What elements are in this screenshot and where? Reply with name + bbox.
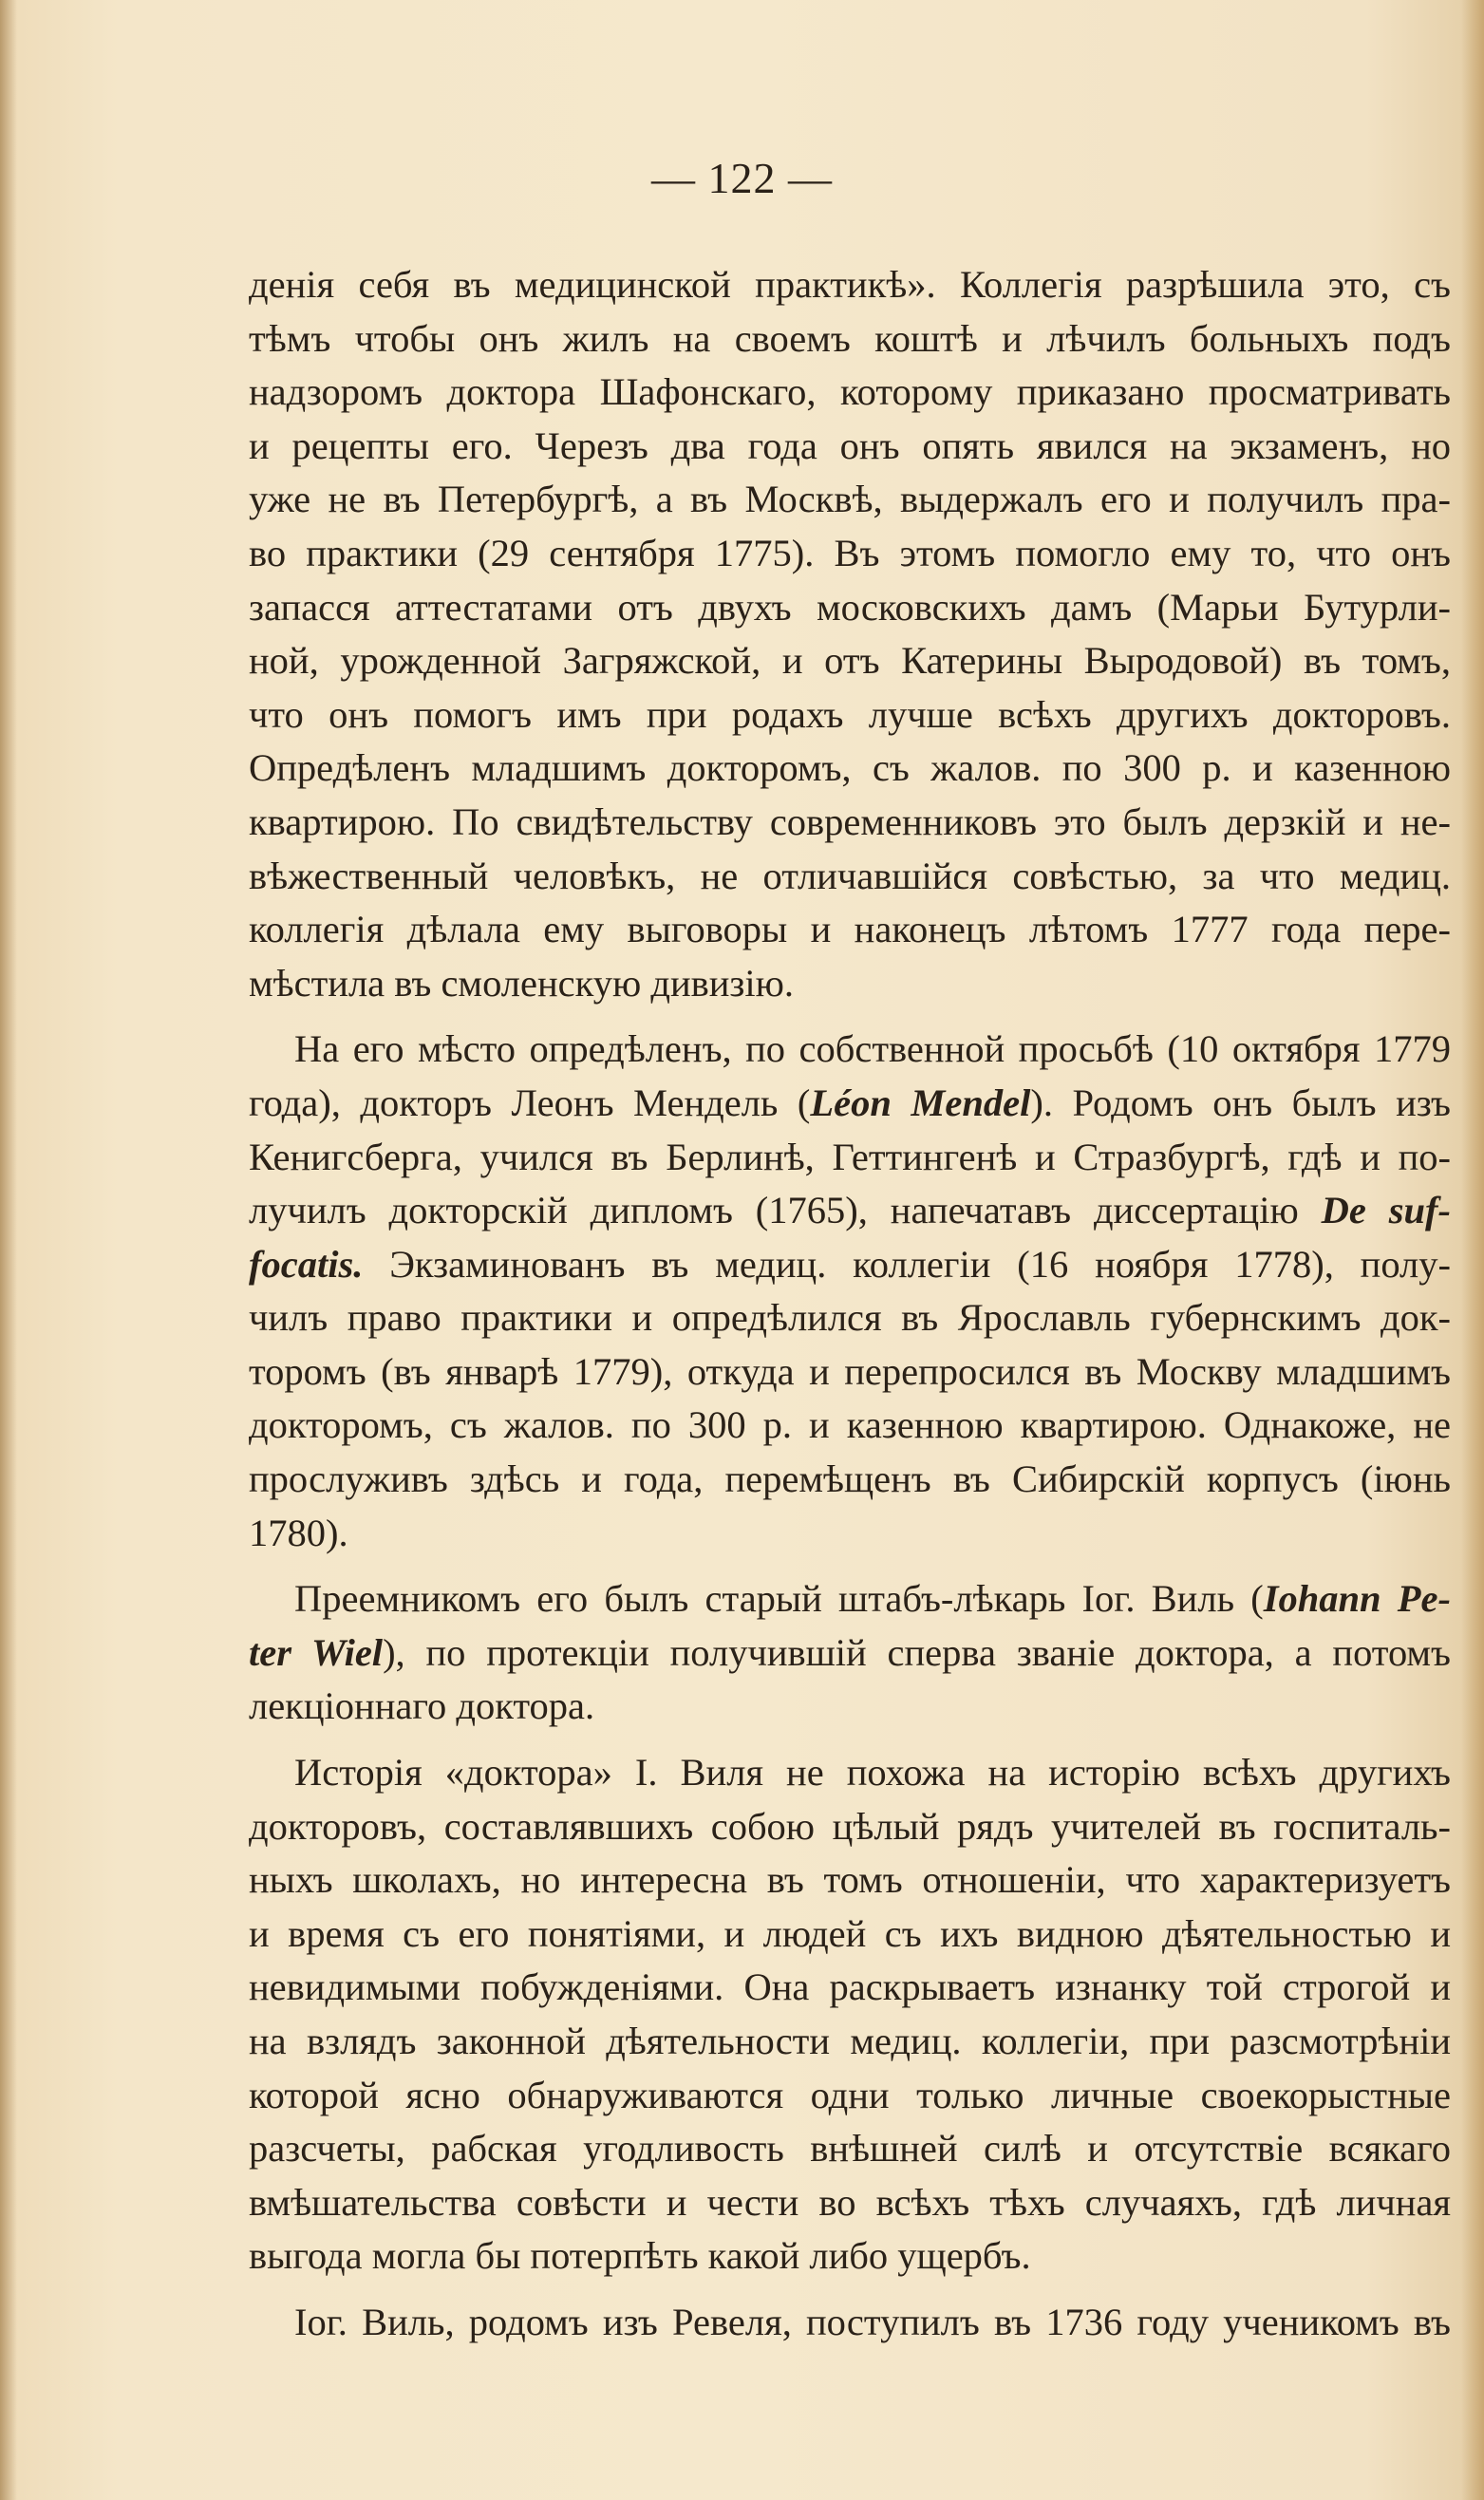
- text-line: Исторія «доктора» І. Виля не похожа на исторію всѣхъ другихъ: [294, 1751, 1451, 1795]
- text-line: на взлядъ законной дѣятельности медиц. коллегіи, при разсмотрѣніи: [249, 2020, 1451, 2062]
- text-line: что онъ помогъ имъ при родахъ лучше всѣхъ другихъ докторовъ.: [249, 692, 1451, 736]
- body-text: [249, 258, 1451, 2350]
- text-line: уже не въ Петербургѣ, а въ Москвѣ, выдержалъ его и получилъ пра-: [249, 478, 1451, 521]
- text-line: [249, 1077, 1451, 1131]
- paragraph: [249, 258, 1451, 1010]
- text-line: тѣмъ чтобы онъ жилъ на своемъ коштѣ и лѣчилъ больныхъ подъ: [249, 316, 1451, 360]
- text-line: надзоромъ доктора Шафонскаго, которому приказано просматривать: [249, 370, 1451, 414]
- text-line: прослуживъ здѣсь и года, перемѣщенъ въ Сибирскій корпусъ (іюнь: [249, 1457, 1451, 1501]
- text-line: выгода могла бы потерпѣть какой либо ущербъ.: [249, 2234, 1031, 2278]
- text-line: и время съ его понятіями, и людей съ ихъ видною дѣятельностью и: [249, 1911, 1451, 1955]
- text-segment: Преемникомъ его былъ старый штабъ-лѣкарь Іог. Виль (: [294, 1577, 1264, 1621]
- text-line: запасся аттестатами отъ двухъ московскихъ дамъ (Марьи Бутурли-: [249, 585, 1451, 629]
- page-edge-right: [1461, 0, 1484, 2500]
- text-line: [249, 1626, 1451, 1681]
- text-segment: ), по протекціи получившій сперва званіе доктора, а потомъ: [383, 1630, 1451, 1674]
- text-line: мѣстила въ смоленскую дивизію.: [249, 961, 795, 1005]
- text-line: вѣжественный человѣкъ, не отличавшійся совѣстью, за что медиц.: [249, 854, 1451, 897]
- text-line: коллегія дѣлала ему выговоры и наконецъ лѣтомъ 1777 года пере-: [249, 908, 1451, 951]
- text-line: [249, 1572, 1451, 1626]
- italic-title: focatis.: [249, 1242, 364, 1286]
- paragraph: [249, 2296, 1451, 2350]
- text-line: Кенигсберга, учился въ Берлинѣ, Геттингенѣ и Стразбургѣ, гдѣ и по-: [249, 1135, 1451, 1178]
- text-segment: года), докторъ Леонъ Мендель (: [249, 1081, 811, 1124]
- text-line: вмѣшательства совѣсти и чести во всѣхъ тѣхъ случаяхъ, гдѣ личная: [249, 2180, 1451, 2224]
- italic-name: Léon Mendel: [810, 1081, 1031, 1124]
- text-line: Опредѣленъ младшимъ докторомъ, съ жалов. по 300 р. и казенною: [249, 746, 1451, 790]
- page-number: — 122 —: [651, 154, 833, 202]
- text-line: квартирою. По свидѣтельству современниковъ это былъ дерзкій и не-: [249, 799, 1451, 843]
- page-edge-left: [0, 0, 17, 2500]
- text-line: торомъ (въ январѣ 1779), откуда и перепросился въ Москву младшимъ: [249, 1349, 1451, 1393]
- text-line: невидимыми побужденіями. Она раскрываетъ изнанку той строгой и: [249, 1965, 1451, 2009]
- text-line: которой ясно обнаруживаются одни только личные своекорыстные: [249, 2073, 1451, 2116]
- text-line: чилъ право практики и опредѣлился въ Ярославль губернскимъ док-: [249, 1296, 1451, 1340]
- text-line: разсчеты, рабская угодливость внѣшней силѣ и отсутствіе всякаго: [249, 2127, 1451, 2171]
- text-line: денія себя въ медицинской практикѣ». Коллегія разрѣшила это, съ: [249, 263, 1451, 306]
- italic-title: De suf-: [1321, 1189, 1451, 1232]
- text-line: [249, 1184, 1451, 1238]
- text-line: 1780).: [249, 1511, 348, 1554]
- text-line: Іог. Виль, родомъ изъ Ревеля, поступилъ въ 1736 году ученикомъ въ: [294, 2300, 1451, 2343]
- text-segment: лучилъ докторскій дипломъ (1765), напечатавъ диссертацію: [249, 1189, 1322, 1232]
- text-line: во практики (29 сентября 1775). Въ этомъ помогло ему то, что онъ: [249, 531, 1451, 574]
- paragraph: [249, 1572, 1451, 1734]
- text-line: На его мѣсто опредѣленъ, по собственной просьбѣ (10 октября 1779: [294, 1027, 1451, 1071]
- text-line: [249, 1238, 1451, 1292]
- text-line: докторомъ, съ жалов. по 300 р. и казенною квартирою. Однакоже, не: [249, 1403, 1451, 1447]
- text-segment: Экзаминованъ въ медиц. коллегіи (16 ноября 1778), полу-: [363, 1242, 1451, 1286]
- text-line: лекціоннаго доктора.: [249, 1684, 595, 1728]
- paragraph: [249, 1746, 1451, 2284]
- italic-name: Iohann Pe-: [1263, 1577, 1451, 1621]
- text-line: докторовъ, составлявшихъ собою цѣлый рядъ учителей въ госпиталь-: [249, 1804, 1451, 1848]
- text-line: ныхъ школахъ, но интересна въ томъ отношеніи, что характеризуетъ: [249, 1858, 1451, 1902]
- paragraph: [249, 1023, 1451, 1560]
- text-line: и рецепты его. Черезъ два года онъ опять явился на экзаменъ, но: [249, 423, 1451, 467]
- text-segment: ). Родомъ онъ былъ изъ: [1030, 1081, 1451, 1124]
- text-line: ной, урожденной Загряжской, и отъ Катерины Выродовой) въ томъ,: [249, 639, 1451, 683]
- italic-name: ter Wiel: [249, 1630, 384, 1674]
